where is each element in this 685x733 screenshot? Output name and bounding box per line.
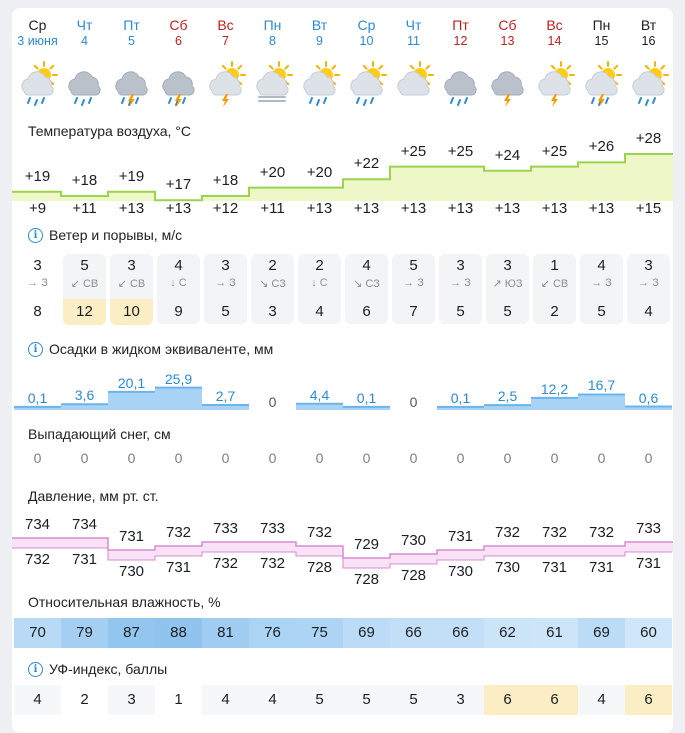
partly-cloudy-rain-icon <box>296 61 343 107</box>
day-date: 13 <box>500 34 515 48</box>
snow-label: 0 <box>550 450 559 466</box>
temperature-title <box>28 123 191 139</box>
day-column[interactable] <box>296 16 343 48</box>
wind-gust: 10 <box>110 299 153 325</box>
uv-title-text: УФ-индекс, баллы <box>49 661 168 677</box>
precipitation-label: 0 <box>268 394 277 410</box>
uv-cell: 1 <box>155 685 202 715</box>
pressure-max-label: 732 <box>494 524 521 541</box>
partly-cloudy-thunder-icon <box>202 61 249 107</box>
wind-speed: 5 <box>80 257 89 274</box>
day-name: Пт <box>123 17 140 33</box>
partly-cloudy-thunder-icon <box>531 61 578 107</box>
pressure-min-label: 731 <box>71 551 98 568</box>
humidity-cell: 69 <box>343 618 390 648</box>
pressure-max-label: 734 <box>71 516 98 533</box>
forecast-card <box>12 8 673 733</box>
temp-max-label: +20 <box>306 163 333 181</box>
snow-label: 0 <box>597 450 606 466</box>
day-name: Вт <box>640 17 657 33</box>
pressure-max-label: 730 <box>400 532 427 549</box>
temp-max-label: +25 <box>400 142 427 160</box>
wind-speed: 3 <box>503 257 512 274</box>
snow-label: 0 <box>362 450 371 466</box>
wind-direction: ↙ СВ <box>117 278 146 290</box>
pressure-min-label: 731 <box>541 559 568 576</box>
day-date: 4 <box>81 34 88 48</box>
partly-cloudy-rain-icon <box>14 61 61 107</box>
precipitation-label: 25,9 <box>164 370 193 387</box>
pressure-min-label: 728 <box>400 567 427 584</box>
day-column[interactable] <box>249 16 296 48</box>
humidity-cell: 69 <box>578 618 625 648</box>
precipitation-label: 12,2 <box>540 380 569 397</box>
wind-direction: → З <box>403 277 424 289</box>
precipitation-label: 20,1 <box>117 374 146 391</box>
temp-max-label: +26 <box>588 138 615 156</box>
wind-direction: → З <box>591 277 612 289</box>
pressure-chart <box>12 506 673 586</box>
snow-label: 0 <box>409 450 418 466</box>
precipitation-bar <box>531 398 578 410</box>
day-column[interactable] <box>437 16 484 48</box>
uv-cell: 6 <box>625 685 672 715</box>
day-date: 16 <box>641 34 656 48</box>
wind-direction: ↙ СВ <box>70 278 99 290</box>
info-icon[interactable]: i <box>28 228 43 243</box>
pressure-min-label: 730 <box>118 563 145 580</box>
wind-gust: 4 <box>315 303 324 320</box>
uv-row <box>12 685 673 715</box>
temp-min-label: +13 <box>306 200 333 217</box>
pressure-min-label: 731 <box>588 559 615 576</box>
snow-values <box>12 450 673 472</box>
thunderstorm-rain-icon <box>108 61 155 107</box>
pressure-max-label: 733 <box>635 520 662 537</box>
humidity-cell: 60 <box>625 618 672 648</box>
wind-direction: → З <box>27 277 48 289</box>
uv-cell: 6 <box>531 685 578 715</box>
pressure-max-label: 732 <box>165 524 192 541</box>
uv-cell: 4 <box>249 685 296 715</box>
snow-title <box>28 426 171 442</box>
temp-max-label: +24 <box>494 146 521 164</box>
humidity-cell: 62 <box>484 618 531 648</box>
wind-table <box>12 254 673 326</box>
day-column[interactable] <box>155 16 202 48</box>
temp-min-label: +13 <box>353 200 380 217</box>
pressure-min-label: 731 <box>165 559 192 576</box>
pressure-min-label: 728 <box>306 559 333 576</box>
wind-gust: 5 <box>221 303 230 320</box>
day-date: 14 <box>547 34 562 48</box>
info-icon[interactable]: i <box>28 662 43 677</box>
snow-label: 0 <box>644 450 653 466</box>
partly-cloudy-icon <box>390 61 437 107</box>
snow-label: 0 <box>33 450 42 466</box>
snow-label: 0 <box>174 450 183 466</box>
thunderstorm-icon <box>484 61 531 107</box>
precipitation-label: 0,1 <box>450 389 471 406</box>
wind-gust: 5 <box>456 303 465 320</box>
precipitation-bar <box>155 388 202 410</box>
pressure-min-label: 732 <box>259 555 286 572</box>
day-name: Чт <box>76 17 93 33</box>
wind-speed: 4 <box>597 257 606 274</box>
pressure-max-label: 733 <box>212 520 239 537</box>
partly-cloudy-rain-icon <box>625 61 672 107</box>
snow-label: 0 <box>80 450 89 466</box>
temp-max-label: +25 <box>447 142 474 160</box>
pressure-min-label: 732 <box>212 555 239 572</box>
uv-cell: 3 <box>108 685 155 715</box>
precipitation-label: 0 <box>409 394 418 410</box>
wind-direction: ↓ С <box>311 277 328 289</box>
temp-max-label: +19 <box>118 167 145 185</box>
snow-label: 0 <box>221 450 230 466</box>
wind-speed: 5 <box>409 257 418 274</box>
humidity-cell: 87 <box>108 618 155 648</box>
uv-cell: 4 <box>202 685 249 715</box>
temp-max-label: +19 <box>24 167 51 185</box>
day-name: Сб <box>498 17 517 33</box>
temperature-title-text: Температура воздуха, °C <box>28 123 191 139</box>
wind-gust: 9 <box>174 303 183 320</box>
temp-min-label: +12 <box>212 200 239 217</box>
pressure-max-label: 731 <box>447 528 474 545</box>
precipitation-label: 0,6 <box>638 389 659 406</box>
wind-speed: 3 <box>456 257 465 274</box>
pressure-max-label: 732 <box>306 524 333 541</box>
day-name: Чт <box>405 17 422 33</box>
wind-direction: ↘ СЗ <box>259 278 286 290</box>
wind-title <box>28 227 182 243</box>
humidity-cell: 76 <box>249 618 296 648</box>
info-icon[interactable]: i <box>28 342 43 357</box>
pressure-min-label: 730 <box>447 563 474 580</box>
temp-min-label: +13 <box>447 200 474 217</box>
snow-label: 0 <box>456 450 465 466</box>
wind-speed: 2 <box>268 257 277 274</box>
snow-label: 0 <box>268 450 277 466</box>
partly-cloudy-thunder-rain-icon <box>578 61 625 107</box>
day-column[interactable] <box>343 16 390 48</box>
day-name: Вт <box>311 17 328 33</box>
day-name: Пн <box>592 17 611 33</box>
snow-title-text: Выпадающий снег, см <box>28 426 171 442</box>
temp-max-label: +18 <box>71 172 98 189</box>
pressure-max-label: 734 <box>24 516 51 533</box>
day-date: 5 <box>128 34 135 48</box>
humidity-cell: 81 <box>202 618 249 648</box>
uv-cell: 6 <box>484 685 531 715</box>
uv-cell: 2 <box>61 685 108 715</box>
pressure-max-label: 732 <box>588 524 615 541</box>
temp-min-label: +13 <box>494 200 521 217</box>
temp-min-label: +13 <box>165 200 192 217</box>
precipitation-label: 3,6 <box>74 387 95 404</box>
precipitation-title <box>28 341 273 357</box>
uv-cell: 5 <box>343 685 390 715</box>
humidity-cell: 70 <box>14 618 61 648</box>
wind-gust: 3 <box>268 303 277 320</box>
day-date: 8 <box>269 34 276 48</box>
day-date: 11 <box>407 34 420 48</box>
precipitation-label: 2,5 <box>497 388 518 405</box>
day-name: Сб <box>169 17 188 33</box>
precipitation-label: 4,4 <box>309 386 330 403</box>
day-name: Вс <box>546 17 563 33</box>
uv-cell: 4 <box>578 685 625 715</box>
wind-direction: → З <box>450 277 471 289</box>
pressure-min-label: 728 <box>353 571 380 588</box>
wind-direction: → З <box>638 277 659 289</box>
pressure-max-label: 733 <box>259 520 286 537</box>
humidity-cell: 66 <box>437 618 484 648</box>
partly-cloudy-rain-icon <box>343 61 390 107</box>
humidity-cell: 61 <box>531 618 578 648</box>
temp-max-label: +20 <box>259 163 286 181</box>
wind-speed: 4 <box>362 257 371 274</box>
temp-max-label: +28 <box>635 130 662 147</box>
humidity-cell: 66 <box>390 618 437 648</box>
temp-max-label: +17 <box>165 176 192 194</box>
humidity-cell: 79 <box>61 618 108 648</box>
pressure-min-label: 732 <box>24 551 51 568</box>
wind-speed: 3 <box>33 257 42 274</box>
temp-min-label: +13 <box>118 200 145 217</box>
day-date: 7 <box>222 34 229 48</box>
wind-speed: 3 <box>644 257 653 274</box>
day-name: Пт <box>452 17 469 33</box>
wind-gust: 8 <box>33 303 42 320</box>
temp-min-label: +13 <box>588 200 615 217</box>
pressure-min-label: 731 <box>635 555 662 572</box>
precipitation-label: 0,1 <box>27 389 48 406</box>
precipitation-bar <box>108 392 155 410</box>
day-name: Ср <box>357 17 376 33</box>
cloudy-rain-icon <box>61 61 108 107</box>
pressure-title <box>28 488 158 504</box>
day-date: 9 <box>316 34 323 48</box>
cloudy-rain-icon <box>437 61 484 107</box>
temp-max-label: +22 <box>353 155 380 173</box>
wind-direction: → З <box>215 277 236 289</box>
thunderstorm-rain-icon <box>155 61 202 107</box>
wind-direction: ↘ СЗ <box>353 278 380 290</box>
precipitation-chart <box>12 366 673 412</box>
partly-cloudy-fog-icon <box>249 61 296 107</box>
pressure-title-text: Давление, мм рт. ст. <box>28 488 159 504</box>
days-header <box>12 16 673 56</box>
day-date: 3 июня <box>17 34 58 48</box>
wind-speed: 4 <box>174 257 183 274</box>
temp-min-label: +11 <box>260 200 285 217</box>
temp-min-label: +13 <box>541 200 568 217</box>
humidity-title <box>28 594 221 610</box>
weather-icons-row <box>12 61 673 111</box>
precipitation-label: 16,7 <box>587 377 616 394</box>
wind-gust: 5 <box>503 303 512 320</box>
snow-label: 0 <box>127 450 136 466</box>
day-name: Вс <box>217 17 234 33</box>
pressure-max-label: 732 <box>541 524 568 541</box>
precipitation-title-text: Осадки в жидком эквиваленте, мм <box>49 341 274 357</box>
wind-gust: 5 <box>597 303 606 320</box>
wind-direction: ↙ СВ <box>540 278 569 290</box>
humidity-row <box>12 618 673 648</box>
day-column[interactable] <box>61 16 108 48</box>
wind-speed: 3 <box>221 257 230 274</box>
uv-cell: 5 <box>296 685 343 715</box>
snow-label: 0 <box>315 450 324 466</box>
humidity-cell: 75 <box>296 618 343 648</box>
wind-title-text: Ветер и порывы, м/с <box>49 227 183 243</box>
pressure-max-label: 731 <box>118 528 145 545</box>
wind-speed: 1 <box>550 257 559 274</box>
day-column[interactable] <box>390 16 437 48</box>
day-column[interactable] <box>202 16 249 48</box>
precipitation-label: 2,7 <box>215 387 236 404</box>
day-name: Пн <box>263 17 282 33</box>
day-column[interactable] <box>14 16 61 48</box>
humidity-title-text: Относительная влажность, % <box>28 594 221 610</box>
day-date: 10 <box>359 34 374 48</box>
temp-min-label: +11 <box>72 200 97 217</box>
day-column[interactable] <box>108 16 155 48</box>
day-column[interactable] <box>625 16 672 48</box>
day-date: 15 <box>594 34 609 48</box>
precipitation-bar <box>578 394 625 410</box>
wind-speed: 2 <box>315 257 324 274</box>
temp-min-label: +15 <box>635 200 662 217</box>
precipitation-label: 0,1 <box>356 389 377 406</box>
uv-cell: 4 <box>14 685 61 715</box>
temp-min-label: +13 <box>400 200 427 217</box>
day-date: 12 <box>453 34 468 48</box>
wind-gust: 4 <box>644 303 653 320</box>
snow-label: 0 <box>503 450 512 466</box>
day-column[interactable] <box>484 16 531 48</box>
wind-gust: 2 <box>550 303 559 320</box>
pressure-max-label: 729 <box>353 536 380 553</box>
temp-max-label: +25 <box>541 142 568 160</box>
day-column[interactable] <box>578 16 625 48</box>
wind-gust: 12 <box>63 299 106 325</box>
temp-max-label: +18 <box>212 172 239 189</box>
wind-direction: ↗ ЮЗ <box>492 278 523 290</box>
day-name: Ср <box>28 17 47 33</box>
wind-direction: ↓ С <box>170 277 187 289</box>
uv-title <box>28 661 167 677</box>
uv-cell: 3 <box>437 685 484 715</box>
wind-gust: 7 <box>409 303 418 320</box>
temp-min-label: +9 <box>28 200 47 217</box>
humidity-cell: 88 <box>155 618 202 648</box>
day-date: 6 <box>175 34 182 48</box>
wind-speed: 3 <box>127 257 136 274</box>
wind-gust: 6 <box>362 303 371 320</box>
day-column[interactable] <box>531 16 578 48</box>
pressure-min-label: 730 <box>494 559 521 576</box>
uv-cell: 5 <box>390 685 437 715</box>
